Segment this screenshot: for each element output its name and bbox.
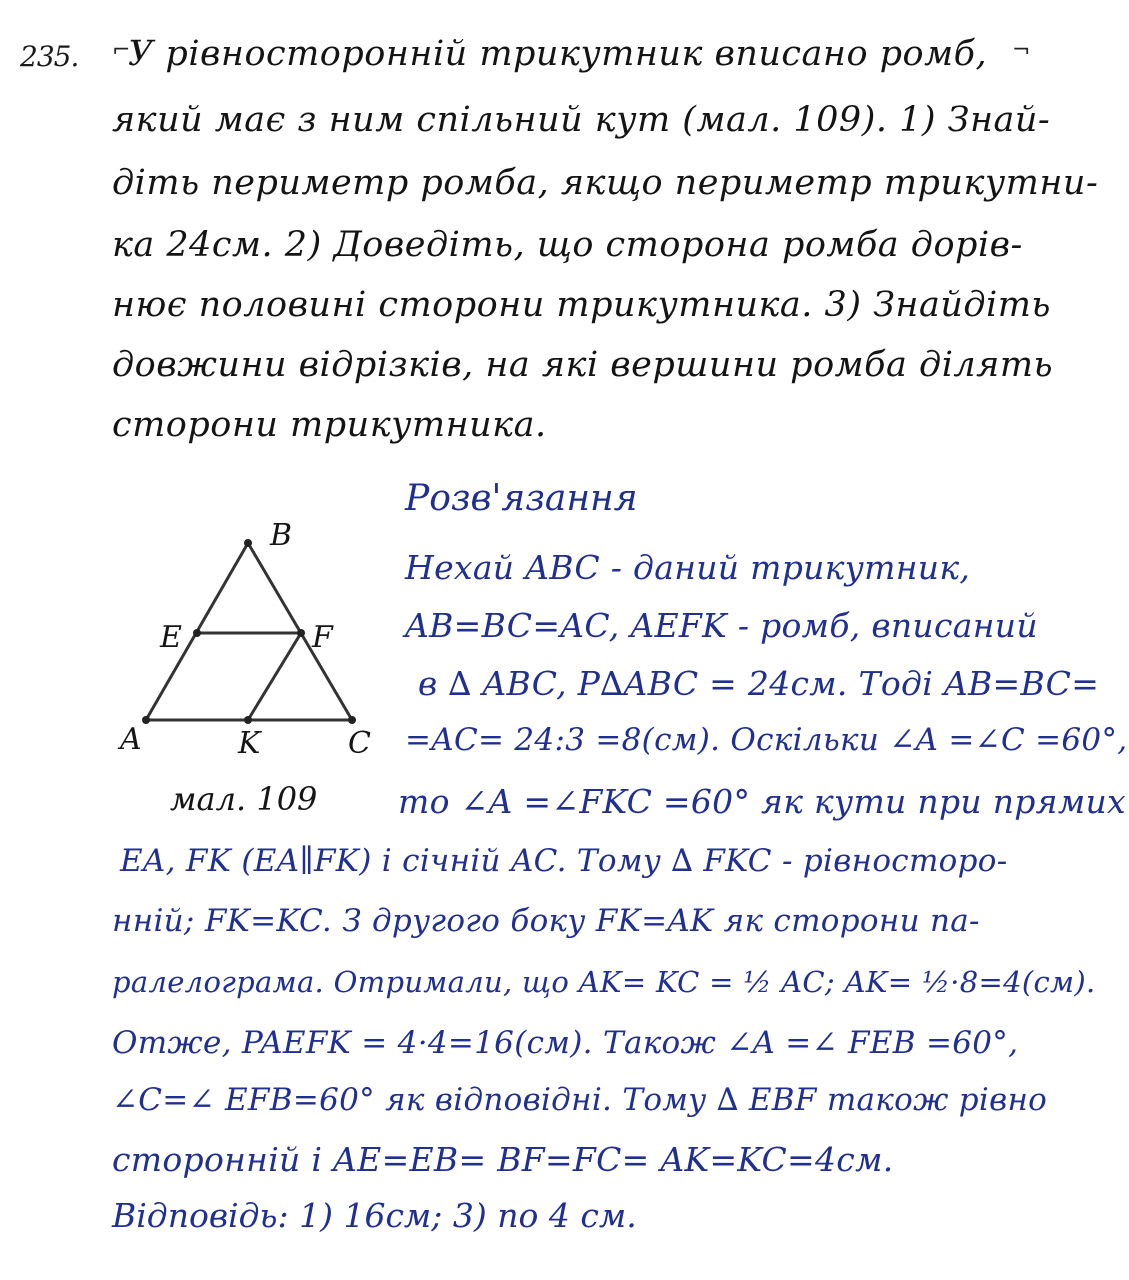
point-a — [142, 716, 150, 724]
solution-line-5: то ∠A =∠FKC =60° як кути при прямих — [398, 782, 1126, 821]
figure-caption: мал. 109 — [170, 780, 318, 818]
label-a: A — [120, 722, 142, 757]
label-c: C — [348, 726, 371, 761]
answer-line: Відповідь: 1) 16см; 3) по 4 см. — [112, 1196, 637, 1235]
corner-mark-right: ¬ — [1012, 38, 1031, 63]
point-k — [244, 716, 252, 724]
problem-number: 235. — [20, 40, 79, 73]
point-b — [244, 539, 252, 547]
label-e: E — [160, 620, 182, 655]
solution-line-9: Отже, PAEFK = 4·4=16(см). Також ∠A =∠ FEB =60°, — [112, 1025, 1019, 1061]
solution-line-8: ралелограма. Отримали, що AK= KC = ½ AC; AK= ½·8=4(см). — [112, 965, 1096, 999]
solution-line-2: AB=BC=AC, AEFK - ромб, вписаний — [405, 606, 1038, 645]
problem-line-4: ка 24см. 2) Доведіть, що сторона ромба дорів- — [112, 225, 1023, 265]
solution-title: Розв'язання — [405, 478, 638, 519]
solution-line-3: в ∆ ABC, P∆ABC = 24см. Тоді AB=BC= — [418, 664, 1100, 703]
problem-line-2: який має з ним спільний кут (мал. 109). 1) Знай- — [112, 100, 1051, 140]
problem-line-1: У рівносторонній трикутник вписано ромб, — [128, 34, 988, 74]
solution-line-7: нній; FK=KC. З другого боку FK=AK як сторони па- — [112, 903, 980, 939]
problem-line-3: діть периметр ромба, якщо периметр трикутни- — [112, 163, 1099, 203]
point-c — [348, 716, 356, 724]
solution-line-1: Нехай ABC - даний трикутник, — [405, 548, 971, 587]
solution-line-6: EA, FK (EA∥FK) і січній AC. Тому ∆ FKC - рівносторо- — [120, 843, 1008, 879]
segment-fk — [248, 633, 301, 720]
solution-line-4: =AC= 24:3 =8(см). Оскільки ∠A =∠C =60°, — [405, 722, 1128, 758]
problem-line-5: нює половині сторони трикутника. 3) Знайдіть — [112, 285, 1051, 325]
problem-line-6: довжини відрізків, на які вершини ромба ділять — [112, 345, 1054, 385]
problem-line-7: сторони трикутника. — [112, 405, 547, 445]
solution-line-10: ∠C=∠ EFB=60° як відповідні. Тому ∆ EBF також рівно — [112, 1082, 1048, 1118]
point-e — [193, 629, 201, 637]
solution-line-11: сторонній і AE=EB= BF=FC= AK=KC=4см. — [112, 1140, 894, 1179]
label-k: K — [238, 726, 261, 761]
label-f: F — [312, 620, 333, 655]
corner-mark-left: ⌐ — [112, 38, 131, 63]
label-b: B — [270, 518, 293, 553]
triangle-rhombus-figure — [120, 515, 380, 745]
point-f — [297, 629, 305, 637]
